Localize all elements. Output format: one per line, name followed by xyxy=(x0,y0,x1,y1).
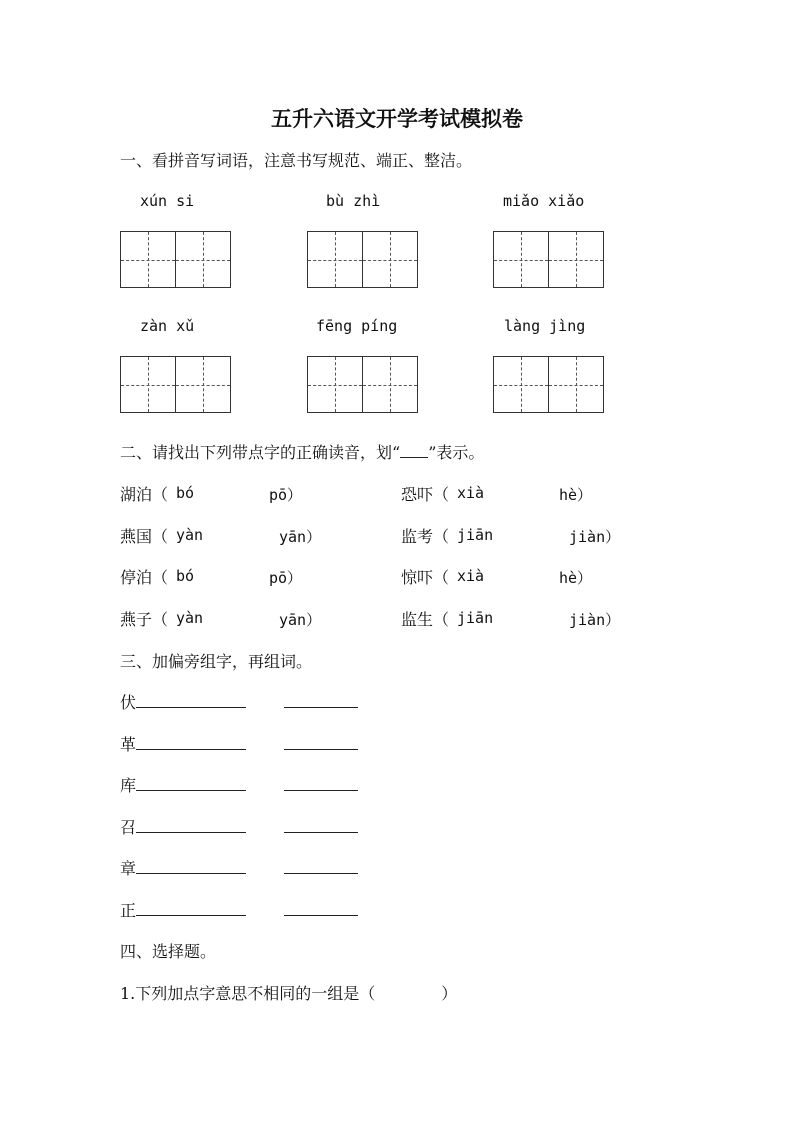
writing-cell[interactable] xyxy=(176,232,231,287)
answer-blank[interactable] xyxy=(284,859,358,874)
writing-cell[interactable] xyxy=(176,357,231,412)
reading-word: 恐吓（ xyxy=(401,485,450,504)
answer-blank[interactable] xyxy=(284,818,358,833)
reading-option[interactable]: hè） xyxy=(559,569,593,587)
reading-word: 停泊（ xyxy=(120,568,169,587)
reading-word: 惊吓（ xyxy=(401,568,450,587)
radical-char: 库 xyxy=(120,776,137,795)
dash-line xyxy=(136,822,172,833)
reading-option[interactable]: bó xyxy=(176,567,195,585)
reading-option[interactable]: xià xyxy=(457,567,485,585)
pinyin-label: zàn xǔ xyxy=(140,317,195,335)
dash-line xyxy=(136,780,172,791)
reading-word: 监生（ xyxy=(401,610,450,629)
reading-option[interactable]: jiàn） xyxy=(569,528,621,546)
question-1-text: 1.下列加点字意思不相同的一组是（ xyxy=(120,984,376,1003)
radical-row xyxy=(120,732,358,755)
question-1-end: ） xyxy=(441,984,458,1003)
dash-line xyxy=(136,739,172,750)
writing-cell[interactable] xyxy=(494,357,549,412)
pinyin-label: miǎo xiǎo xyxy=(503,192,585,210)
answer-blank[interactable] xyxy=(172,859,246,874)
reading-word: 监考（ xyxy=(401,527,450,546)
reading-option[interactable]: xià xyxy=(457,484,485,502)
writing-cell[interactable] xyxy=(308,357,363,412)
writing-grid[interactable] xyxy=(307,356,418,413)
reading-option[interactable]: jiān xyxy=(457,526,494,544)
section-1-heading: 一、看拼音写词语，注意书写规范、端正、整洁。 xyxy=(120,151,473,170)
radical-row xyxy=(120,773,358,796)
underline-symbol xyxy=(400,443,428,458)
writing-cell[interactable] xyxy=(494,232,549,287)
answer-blank[interactable] xyxy=(172,735,246,750)
radical-row xyxy=(120,690,358,713)
writing-grid[interactable] xyxy=(120,356,231,413)
dash-line xyxy=(136,863,172,874)
reading-option[interactable]: jiān xyxy=(457,609,494,627)
page-title: 五升六语文开学考试模拟卷 xyxy=(271,106,523,131)
radical-row xyxy=(120,898,358,921)
writing-cell[interactable] xyxy=(308,232,363,287)
radical-row xyxy=(120,856,358,879)
reading-option[interactable]: yān） xyxy=(279,611,322,629)
writing-grid[interactable] xyxy=(493,356,604,413)
pinyin-label: bù zhì xyxy=(326,192,381,210)
radical-char: 伏 xyxy=(120,693,137,712)
radical-char: 正 xyxy=(120,901,137,920)
reading-option[interactable]: pō） xyxy=(269,486,303,504)
reading-option[interactable]: bó xyxy=(176,484,195,502)
writing-cell[interactable] xyxy=(121,357,176,412)
reading-option[interactable]: yān） xyxy=(279,528,322,546)
section-2-heading-pre: 二、请找出下列带点字的正确读音，划“ xyxy=(120,443,401,462)
reading-option[interactable]: yàn xyxy=(176,526,204,544)
reading-word: 燕子（ xyxy=(120,610,169,629)
dash-line xyxy=(136,697,172,708)
section-2-heading xyxy=(120,440,484,463)
writing-grid[interactable] xyxy=(120,231,231,288)
answer-blank[interactable] xyxy=(284,776,358,791)
section-4-heading: 四、选择题。 xyxy=(120,942,217,961)
writing-cell[interactable] xyxy=(549,357,604,412)
reading-option[interactable]: hè） xyxy=(559,486,593,504)
answer-blank[interactable] xyxy=(284,901,358,916)
answer-blank[interactable] xyxy=(284,735,358,750)
reading-word: 燕国（ xyxy=(120,527,169,546)
answer-blank[interactable] xyxy=(284,693,358,708)
dash-line xyxy=(136,905,172,916)
writing-cell[interactable] xyxy=(121,232,176,287)
writing-grid[interactable] xyxy=(493,231,604,288)
answer-blank[interactable] xyxy=(172,776,246,791)
section-2-heading-post: ”表示。 xyxy=(428,443,485,462)
reading-option[interactable]: jiàn） xyxy=(569,611,621,629)
writing-cell[interactable] xyxy=(363,357,418,412)
answer-blank[interactable] xyxy=(172,901,246,916)
answer-blank[interactable] xyxy=(172,693,246,708)
radical-char: 章 xyxy=(120,859,137,878)
writing-cell[interactable] xyxy=(363,232,418,287)
radical-char: 召 xyxy=(120,818,137,837)
answer-blank[interactable] xyxy=(172,818,246,833)
pinyin-label: làng jìng xyxy=(504,317,586,335)
reading-option[interactable]: pō） xyxy=(269,569,303,587)
writing-cell[interactable] xyxy=(549,232,604,287)
reading-word: 湖泊（ xyxy=(120,485,169,504)
pinyin-label: xún si xyxy=(140,192,195,210)
reading-option[interactable]: yàn xyxy=(176,609,204,627)
writing-grid[interactable] xyxy=(307,231,418,288)
radical-char: 革 xyxy=(120,735,137,754)
question-1 xyxy=(120,981,457,1004)
radical-row xyxy=(120,815,358,838)
pinyin-label: fēng píng xyxy=(316,317,398,335)
section-3-heading: 三、加偏旁组字，再组词。 xyxy=(120,652,313,671)
